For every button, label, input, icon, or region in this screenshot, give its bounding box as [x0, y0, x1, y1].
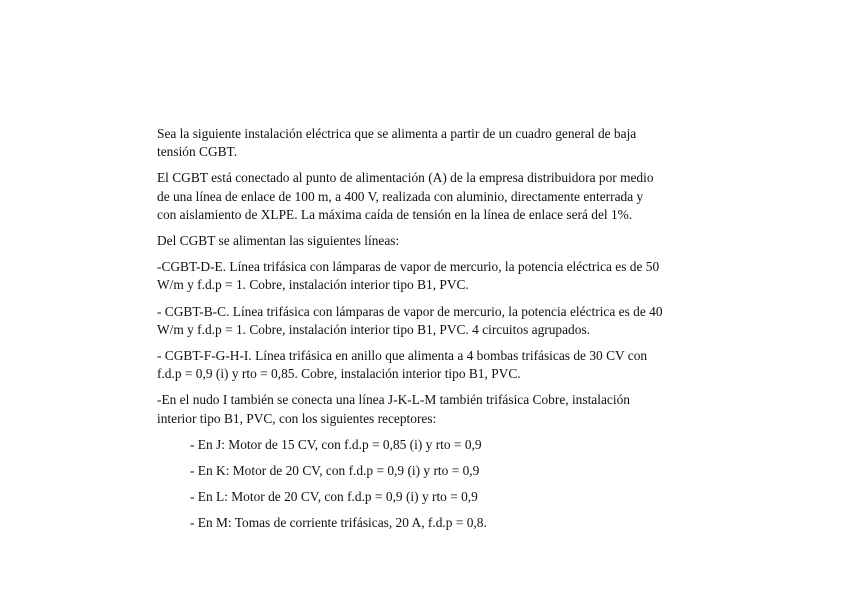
text-line: Del CGBT se alimentan las siguientes líneas:	[157, 233, 400, 249]
supply-line-paragraph	[157, 169, 702, 224]
text-line: f.d.p = 0,9 (i) y rto = 0,85. Cobre, instalación interior tipo B1, PVC.	[157, 366, 521, 382]
text-line: -En el nudo I también se conecta una línea J-K-L-M también trifásica Cobre, instalación	[157, 392, 630, 408]
line-cgbt-f-g-h-i-paragraph	[157, 347, 702, 383]
text-line: Sea la siguiente instalación eléctrica que se alimenta a partir de un cuadro general de baja	[157, 126, 637, 141]
text-line: W/m y f.d.p = 1. Cobre, instalación interior tipo B1, PVC.	[157, 277, 469, 293]
text-line: con aislamiento de XLPE. La máxima caída de tensión en la línea de enlace será del 1%.	[157, 206, 633, 222]
text-line: -CGBT-D-E. Línea trifásica con lámparas de vapor de mercurio, la potencia eléctrica es de 50	[157, 259, 660, 275]
text-line: El CGBT está conectado al punto de alimentación (A) de la empresa distribuidora por medio	[157, 170, 654, 186]
text-line: interior tipo B1, PVC, con los siguientes receptores:	[157, 410, 437, 426]
text-line: - CGBT-B-C. Línea trifásica con lámparas de vapor de mercurio, la potencia eléctrica es de 40	[157, 303, 663, 319]
receptor-item-l: - En L: Motor de 20 CV, con f.d.p = 0,9 (i) y rto = 0,9	[190, 489, 478, 505]
text-line: tensión CGBT.	[157, 144, 238, 160]
line-j-k-l-m-paragraph	[157, 391, 702, 427]
text-line: W/m y f.d.p = 1. Cobre, instalación interior tipo B1, PVC. 4 circuitos agrupados.	[157, 321, 591, 337]
document-body	[157, 125, 702, 541]
receptor-item-k: - En K: Motor de 20 CV, con f.d.p = 0,9 (i) y rto = 0,9	[190, 463, 480, 479]
line-cgbt-b-c-paragraph	[157, 303, 702, 339]
line-cgbt-d-e-paragraph	[157, 258, 702, 294]
text-line: - CGBT-F-G-H-I. Línea trifásica en anillo que alimenta a 4 bombas trifásicas de 30 CV con	[157, 348, 648, 364]
lines-intro-paragraph	[157, 232, 702, 250]
receptor-item-m: - En M: Tomas de corriente trifásicas, 20 A, f.d.p = 0,8.	[190, 515, 487, 531]
receptor-item-j: - En J: Motor de 15 CV, con f.d.p = 0,85 (i) y rto = 0,9	[190, 436, 482, 452]
text-line: de una línea de enlace de 100 m, a 400 V, realizada con aluminio, directamente enterrada y	[157, 188, 644, 204]
intro-paragraph	[157, 125, 702, 161]
